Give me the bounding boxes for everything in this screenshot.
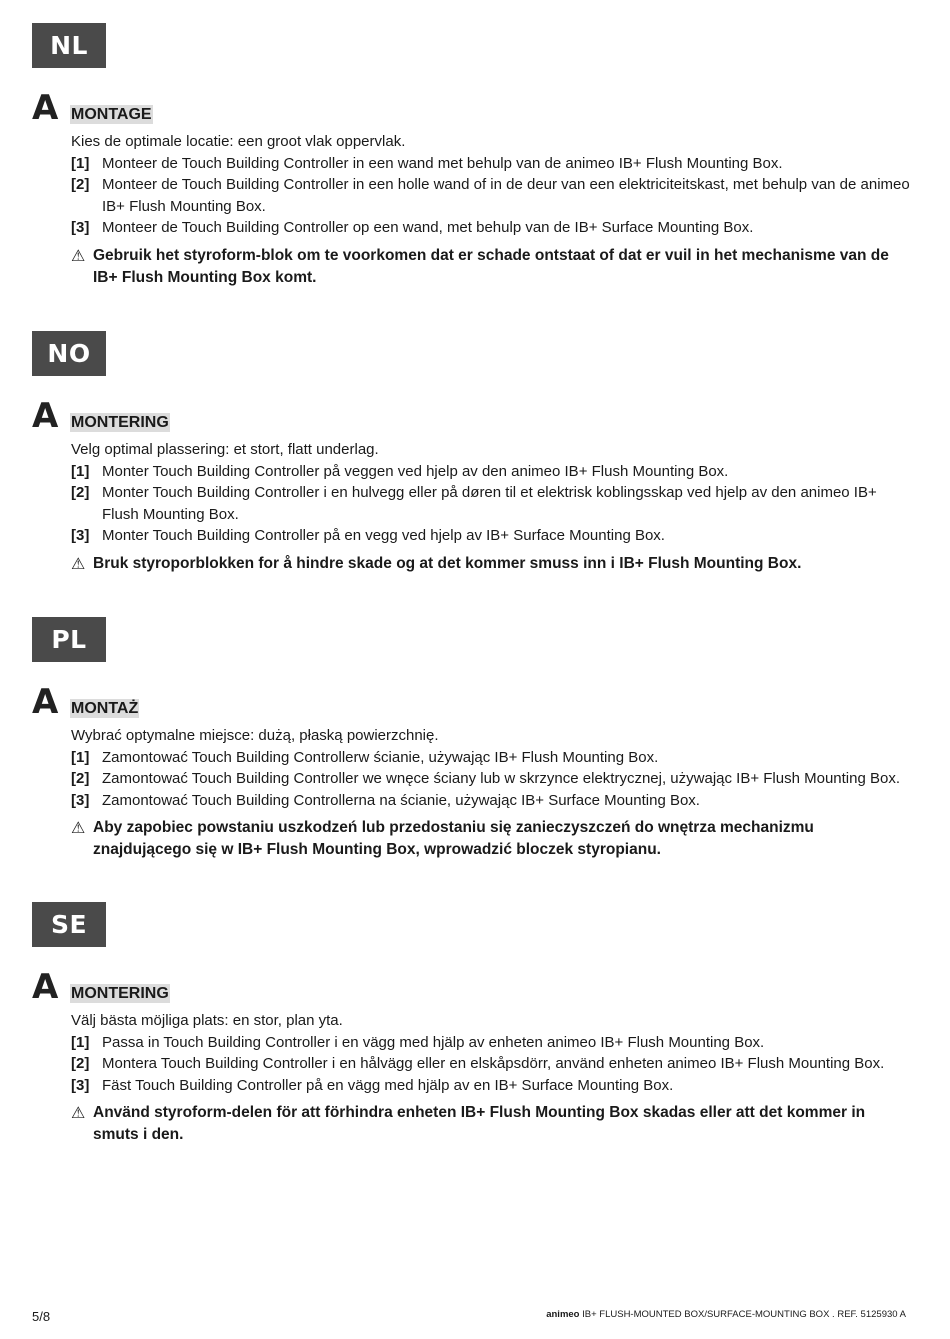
- step-letter: A: [32, 396, 59, 436]
- warning-icon: ⚠: [71, 245, 86, 265]
- warning-note: [71, 817, 911, 861]
- section-title: MONTAŻ: [71, 700, 139, 717]
- reference-text: IB+ FLUSH-MOUNTED BOX/SURFACE-MOUNTING BOX . REF. 5125930 A: [579, 1309, 906, 1320]
- list-item: [71, 790, 911, 812]
- step-number: [3]: [71, 219, 90, 236]
- step-number: [1]: [71, 462, 90, 480]
- step-text: Monter Touch Building Controller i en hulvegg eller på døren til et elektrisk koblingsskap ved hjelp av den animeo IB+ Flush Mounting Box.: [102, 484, 877, 523]
- warning-icon: ⚠: [71, 1103, 86, 1122]
- step-letter: A: [32, 682, 59, 722]
- warning-icon: ⚠: [71, 818, 86, 837]
- step-number: [1]: [71, 1033, 90, 1051]
- step-text: Passa in Touch Building Controller i en vägg med hjälp av enheten animeo IB+ Flush Mounting Box.: [102, 1033, 765, 1051]
- step-text: Monter Touch Building Controller på en vegg ved hjelp av IB+ Surface Mounting Box.: [102, 527, 665, 544]
- step-number: [2]: [71, 484, 90, 501]
- warning-text: Gebruik het styroform-blok om te voorkomen dat er schade ontstaat of dat er vuil in het mechanisme van de IB+ Flush Mounting Box komt.: [93, 246, 889, 286]
- warning-note: [71, 553, 911, 575]
- step-number: [2]: [71, 1055, 90, 1072]
- step-text: Zamontować Touch Building Controllerw ścianie, używając IB+ Flush Mounting Box.: [102, 748, 659, 766]
- step-text: Monteer de Touch Building Controller op een wand, met behulp van de IB+ Surface Mounting Box.: [102, 219, 754, 236]
- step-number: [1]: [71, 748, 90, 766]
- section-title: MONTAGE: [71, 106, 152, 123]
- step-list: [71, 461, 911, 547]
- warning-note: [71, 245, 911, 289]
- list-item: [71, 174, 911, 217]
- list-item: [71, 1075, 911, 1097]
- warning-text: Bruk styroporblokken for å hindre skade og at det kommer smuss inn i IB+ Flush Mounting Box.: [93, 554, 802, 572]
- warning-text: Aby zapobiec powstaniu uszkodzeń lub przedostaniu się zanieczyszczeń do wnętrza mechanizmu znajdującego się w IB+ Flush Mounting Box, wprowadzić bloczek styropianu.: [93, 819, 814, 858]
- list-item: [71, 482, 911, 525]
- list-item: [71, 768, 911, 790]
- step-letter: A: [32, 88, 59, 128]
- brand-name: animeo: [546, 1309, 580, 1320]
- list-item: [71, 461, 911, 483]
- list-item: [71, 1053, 911, 1075]
- warning-text: Använd styroform-delen för att förhindra enheten IB+ Flush Mounting Box skadas eller att det kommer in smuts i den.: [93, 1104, 866, 1143]
- step-text: Monter Touch Building Controller på veggen ved hjelp av den animeo IB+ Flush Mounting Box.: [102, 462, 729, 480]
- step-number: [3]: [71, 791, 90, 809]
- step-list: [71, 153, 911, 239]
- step-letter: A: [32, 967, 59, 1007]
- section-body: [71, 1010, 911, 1146]
- intro-text: Velg optimal plassering: et stort, flatt underlag.: [71, 441, 379, 458]
- section-body: [71, 725, 911, 861]
- step-number: [2]: [71, 770, 90, 787]
- step-number: [3]: [71, 527, 90, 544]
- document-reference: [546, 1309, 906, 1320]
- step-list: [71, 747, 911, 812]
- step-text: Fäst Touch Building Controller på en vägg med hjälp av en IB+ Surface Mounting Box.: [102, 1076, 674, 1094]
- intro-text: Välj bästa möjliga plats: en stor, plan yta.: [71, 1012, 343, 1029]
- list-item: [71, 1032, 911, 1054]
- section-title: MONTERING: [71, 985, 169, 1002]
- step-text: Montera Touch Building Controller i en hålvägg eller en elskåpsdörr, använd enheten animeo IB+ Flush Mounting Box.: [102, 1055, 885, 1072]
- step-number: [3]: [71, 1076, 90, 1094]
- step-list: [71, 1032, 911, 1097]
- list-item: [71, 747, 911, 769]
- warning-icon: ⚠: [71, 553, 86, 573]
- step-text: Zamontować Touch Building Controllerna na ścianie, używając IB+ Surface Mounting Box.: [102, 791, 700, 809]
- intro-text: Kies de optimale locatie: een groot vlak oppervlak.: [71, 133, 406, 150]
- step-text: Monteer de Touch Building Controller in een wand met behulp van de animeo IB+ Flush Mounting Box.: [102, 154, 783, 172]
- language-badge: NO: [32, 331, 106, 376]
- section-body: [71, 131, 911, 289]
- step-text: Monteer de Touch Building Controller in een holle wand of in de deur van een elektriciteitskast, met behulp van de animeo IB+ Flush Mounting Box.: [102, 176, 910, 215]
- language-badge: PL: [32, 617, 106, 662]
- list-item: [71, 217, 911, 239]
- step-number: [1]: [71, 154, 90, 172]
- intro-text: Wybrać optymalne miejsce: dużą, płaską powierzchnię.: [71, 727, 439, 744]
- language-badge: NL: [32, 23, 106, 68]
- section-body: [71, 439, 911, 575]
- list-item: [71, 525, 911, 547]
- step-text: Zamontować Touch Building Controller we wnęce ściany lub w skrzynce elektrycznej, używając IB+ Flush Mounting Box.: [102, 770, 901, 787]
- language-badge: SE: [32, 902, 106, 947]
- warning-note: [71, 1102, 911, 1146]
- step-number: [2]: [71, 176, 90, 193]
- page-number: 5/8: [32, 1309, 51, 1324]
- list-item: [71, 153, 911, 175]
- section-title: MONTERING: [71, 414, 169, 431]
